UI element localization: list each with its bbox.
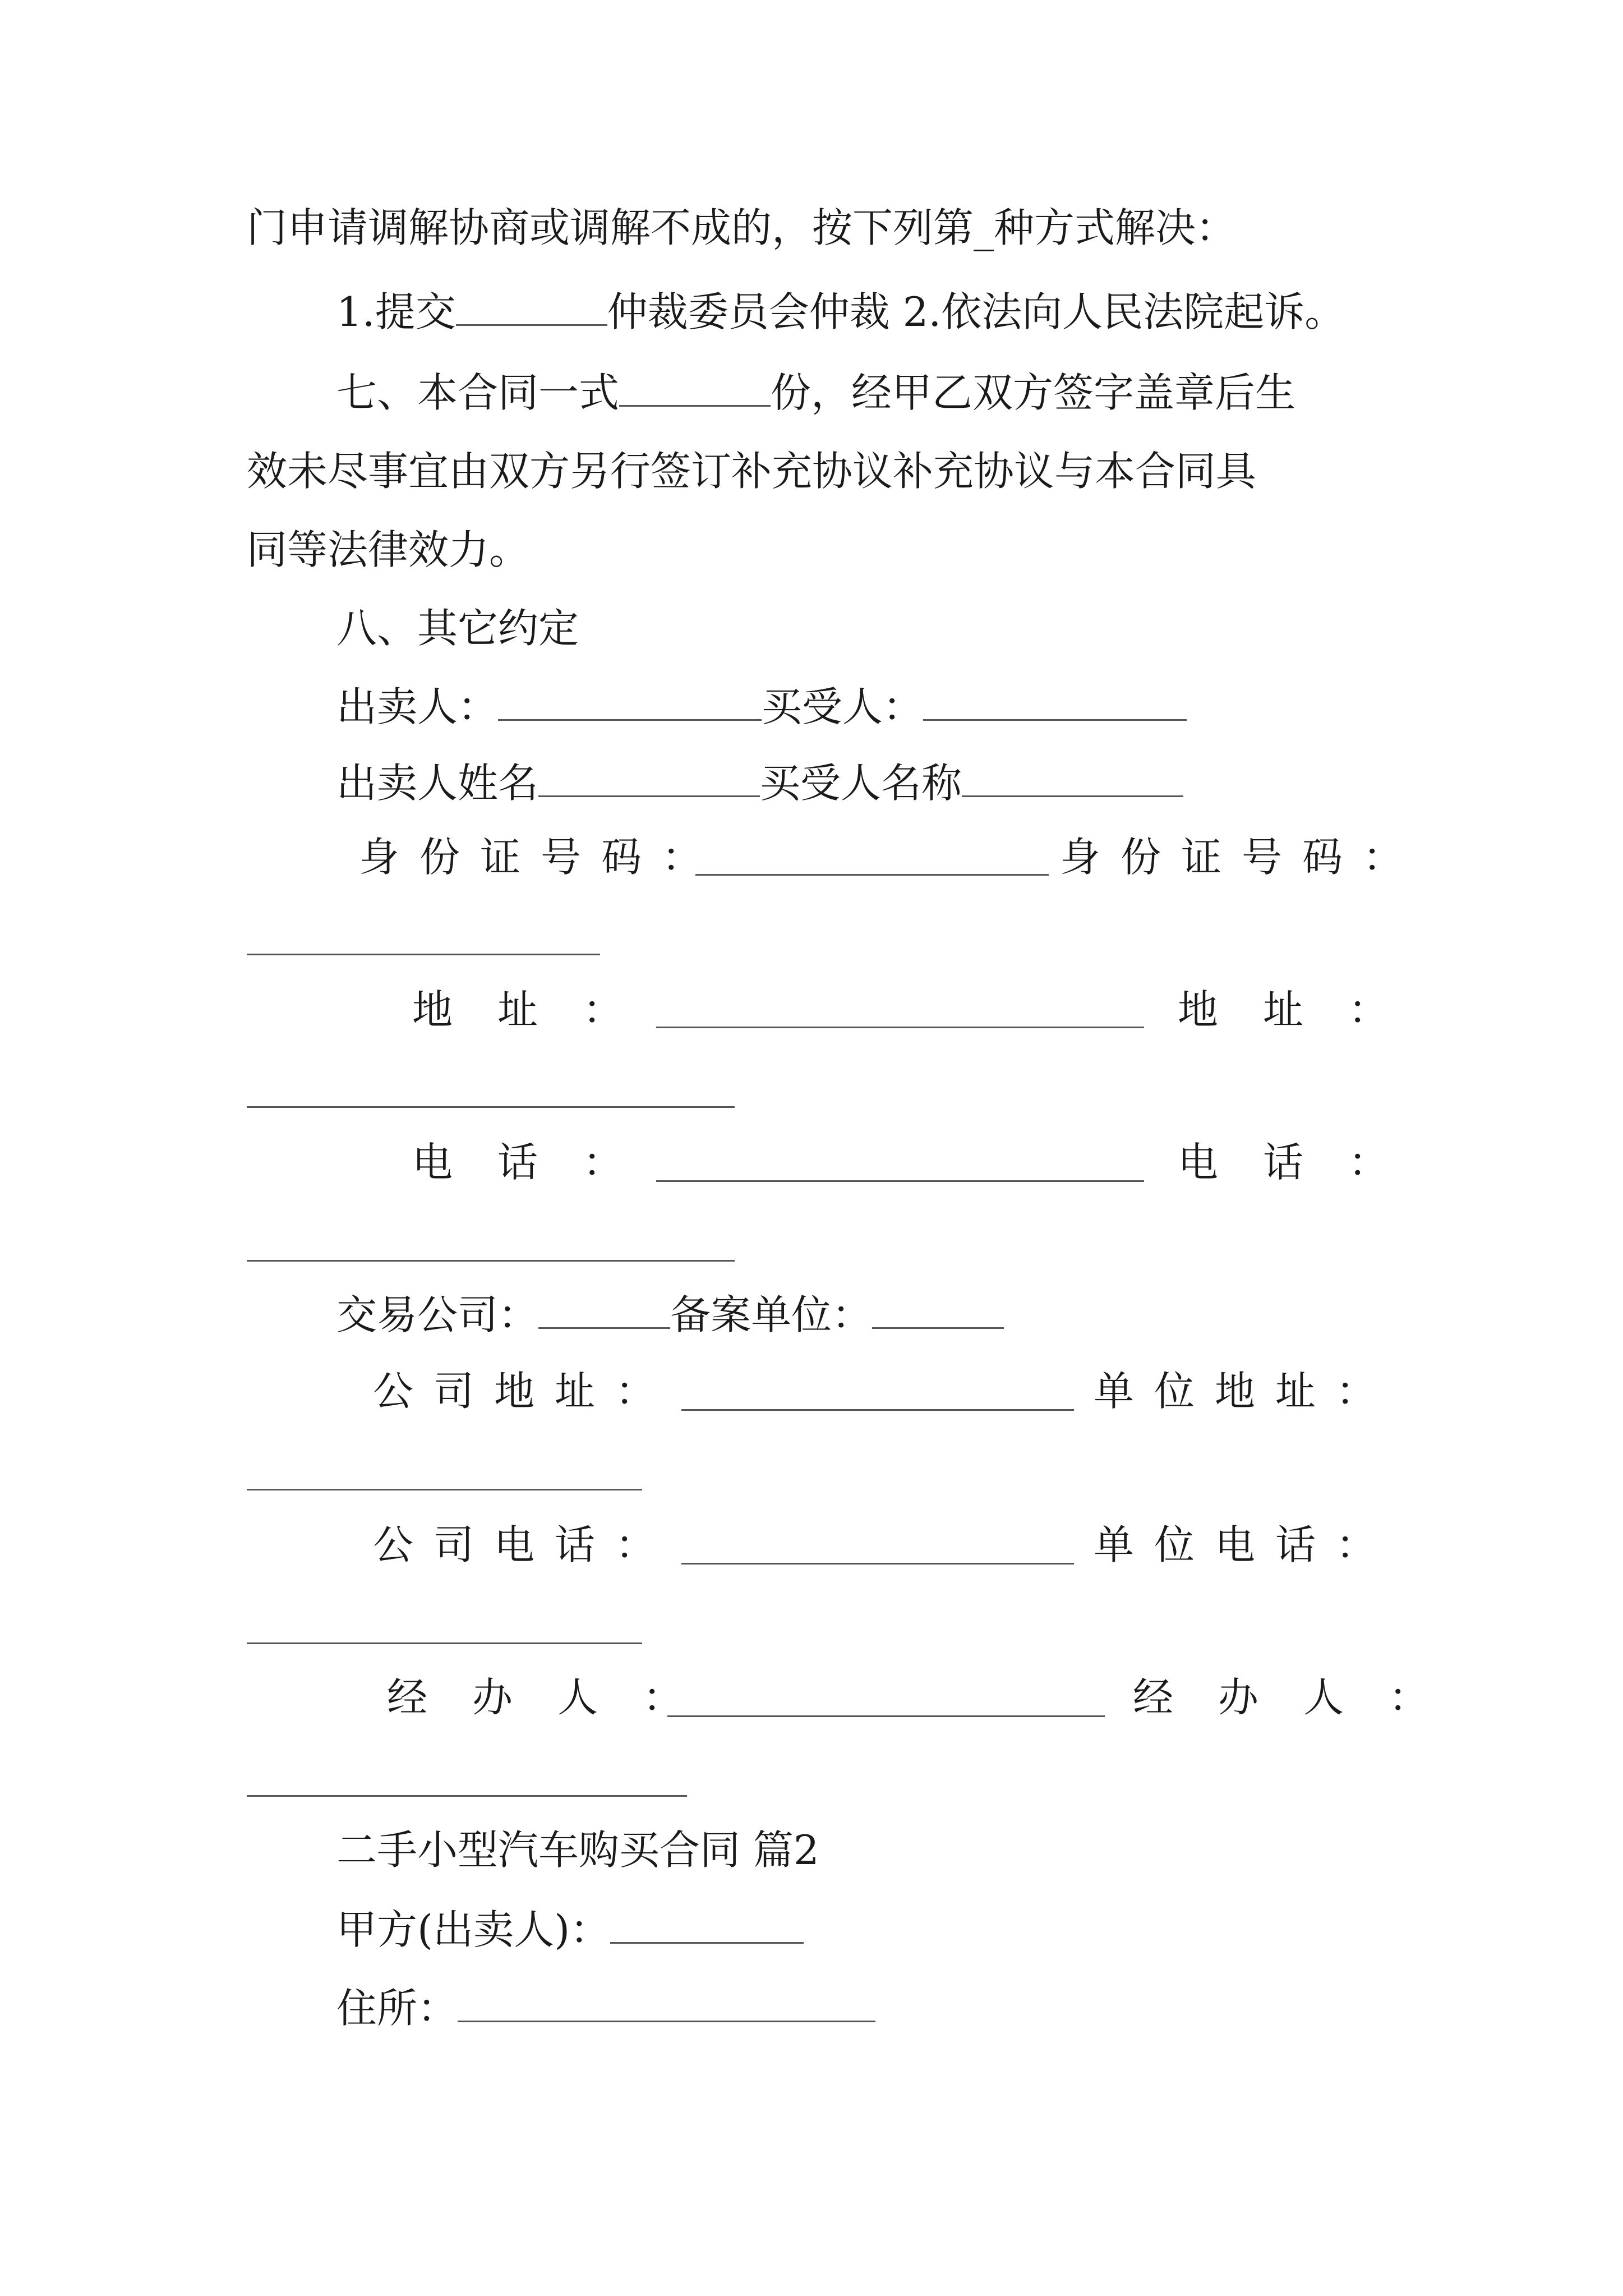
signature-row-company <box>336 1287 1004 1343</box>
signature-row-parties <box>336 679 1187 735</box>
residence-blank[interactable] <box>458 1985 875 2022</box>
seller-label: 出卖人： <box>336 683 499 730</box>
company-address-blank[interactable] <box>681 1409 1074 1411</box>
paragraph-arbitration-options <box>336 284 1345 340</box>
agent-blank-left[interactable] <box>667 1715 1105 1717</box>
buyer-blank[interactable] <box>923 683 1187 721</box>
agent-label-right: 经办人： <box>1133 1674 1474 1721</box>
signature-row-agent-right <box>1133 1669 1474 1726</box>
trade-company-blank[interactable] <box>538 1291 670 1329</box>
seller-phone-label: 电话： <box>412 1139 668 1186</box>
text-clause-seven: 七、本合同一式 <box>336 369 620 416</box>
signature-row-id-left <box>359 829 722 885</box>
text-supplement: 效未尽事宜由双方另行签订补充协议补充协议与本合同具 <box>247 448 1257 495</box>
buyer-address-blank[interactable] <box>247 1106 735 1108</box>
signature-row-agent-left <box>387 1669 728 1726</box>
seller-id-label: 身份证号码： <box>359 834 723 881</box>
text-copies-effective: 份，经甲乙双方签字盖章后生 <box>771 369 1296 416</box>
buyer-id-label: 身份证号码： <box>1060 834 1424 881</box>
buyer-id-blank[interactable] <box>247 954 600 955</box>
agent-label-left: 经办人： <box>387 1674 728 1721</box>
text-clause-eight: 八、其它约定 <box>336 605 579 652</box>
company-phone-label: 公司电话： <box>373 1521 676 1568</box>
paragraph-copies <box>336 365 1295 421</box>
seller-id-blank[interactable] <box>695 874 1049 876</box>
signature-row-names <box>336 755 1183 811</box>
record-unit-blank[interactable] <box>872 1291 1004 1329</box>
unit-address-label: 单位地址： <box>1094 1368 1397 1415</box>
paragraph-legal-effect <box>247 522 529 578</box>
signature-row-unit-phone <box>1094 1517 1396 1573</box>
text-arbitration-court: 仲裁委员会仲裁 2.依法向人民法院起诉。 <box>607 288 1345 335</box>
party-a-blank[interactable] <box>610 1906 804 1944</box>
signature-row-id-right <box>1060 829 1423 885</box>
arbitration-committee-blank[interactable] <box>456 288 607 326</box>
record-unit-label: 备案单位： <box>670 1291 873 1338</box>
signature-row-address-left <box>412 982 668 1038</box>
section-heading-contract-2 <box>336 1822 819 1878</box>
heading-other-agreements <box>336 600 579 656</box>
agent-blank-right[interactable] <box>247 1795 687 1797</box>
copies-count-blank[interactable] <box>619 369 771 407</box>
buyer-phone-label: 电话： <box>1178 1139 1434 1186</box>
residence-row <box>336 1980 875 2036</box>
paragraph-supplement <box>247 443 1256 499</box>
buyer-name-label: 买受人名称 <box>760 760 962 807</box>
seller-address-blank[interactable] <box>656 1027 1144 1028</box>
unit-address-blank[interactable] <box>247 1489 642 1490</box>
party-a-row <box>336 1902 804 1958</box>
seller-name-blank[interactable] <box>538 760 760 797</box>
residence-label: 住所： <box>336 1985 458 2032</box>
buyer-label: 买受人： <box>762 683 924 730</box>
seller-phone-blank[interactable] <box>656 1180 1144 1182</box>
signature-row-unit-address <box>1094 1363 1396 1419</box>
company-phone-blank[interactable] <box>681 1563 1074 1565</box>
signature-row-phone-right <box>1178 1134 1433 1190</box>
signature-row-address-right <box>1178 982 1433 1038</box>
paragraph-dispute-resolution <box>247 200 1236 256</box>
text-legal-effect: 同等法律效力。 <box>247 526 530 573</box>
buyer-phone-blank[interactable] <box>247 1260 735 1262</box>
signature-row-company-address <box>373 1363 676 1419</box>
buyer-address-label: 地址： <box>1178 986 1434 1033</box>
signature-row-company-phone <box>373 1517 676 1573</box>
unit-phone-label: 单位电话： <box>1094 1521 1397 1568</box>
company-address-label: 公司地址： <box>373 1368 676 1415</box>
contract-2-title: 二手小型汽车购买合同 篇2 <box>336 1826 819 1874</box>
unit-phone-blank[interactable] <box>247 1642 642 1644</box>
seller-address-label: 地址： <box>412 986 668 1033</box>
buyer-name-blank[interactable] <box>962 760 1183 797</box>
text-submit: 1.提交 <box>336 288 456 335</box>
trade-company-label: 交易公司： <box>336 1291 539 1338</box>
party-a-label: 甲方(出卖人)： <box>336 1906 611 1953</box>
signature-row-phone-left <box>412 1134 668 1190</box>
seller-name-label: 出卖人姓名 <box>336 760 539 807</box>
seller-blank[interactable] <box>498 683 762 721</box>
text-dispute-line: 门申请调解协商或调解不成的，按下列第_种方式解决： <box>247 204 1237 251</box>
